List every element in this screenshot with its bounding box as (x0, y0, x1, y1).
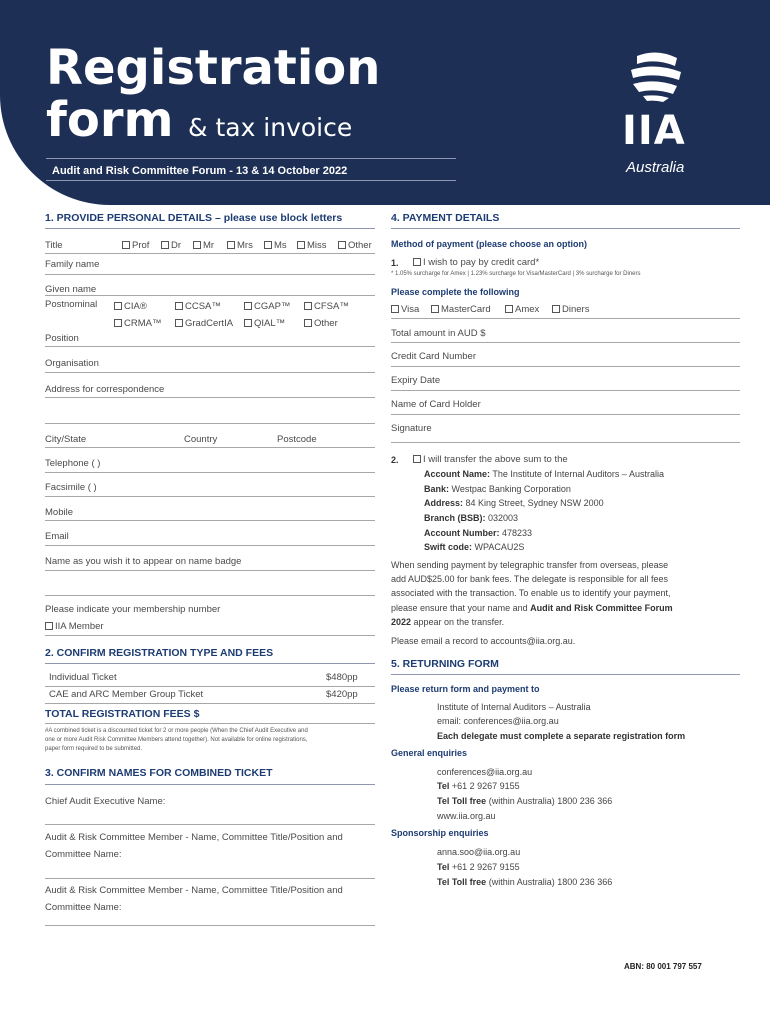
total-aud-field[interactable] (391, 342, 740, 343)
return-email: email: conferences@iia.org.au (437, 716, 559, 726)
position-label: Position (45, 333, 79, 344)
general-enquiries-heading: General enquiries (391, 748, 468, 758)
city-country-postcode-field[interactable] (45, 447, 375, 448)
complete-following-label: Please complete the following (391, 287, 520, 297)
card-holder-field[interactable] (391, 414, 740, 415)
combined-note-line2: one or more Audit Risk Committee Members attend together). Not available for online registrations, (45, 737, 308, 743)
telephone-field[interactable] (45, 472, 375, 473)
bank-row: Bank: Westpac Banking Corporation (424, 484, 571, 494)
account-name-row: Account Name: The Institute of Internal Auditors – Australia (424, 469, 664, 479)
general-toll-free: Tel Toll free (within Australia) 1800 236 366 (437, 796, 613, 806)
section5-heading: 5. RETURNING FORM (391, 658, 499, 670)
badge-name-field[interactable] (45, 570, 375, 571)
member1-label: Audit & Risk Committee Member - Name, Committee Title/Position and (45, 832, 343, 843)
title-option-other[interactable]: Other (338, 240, 372, 251)
title-line1: Registration (46, 40, 381, 96)
given-name-label: Given name (45, 284, 97, 295)
card-diners[interactable]: Diners (552, 304, 589, 315)
sponsor-email[interactable]: anna.soo@iia.org.au (437, 847, 521, 857)
transfer-para-line2: add AUD$25.00 for bank fees. The delegate is responsible for all fees (391, 574, 669, 584)
title-option-prof[interactable]: Prof (122, 240, 149, 251)
telephone-label: Telephone ( ) (45, 458, 101, 469)
option1-number: 1. (391, 258, 399, 268)
facsimile-label: Facsimile ( ) (45, 482, 97, 493)
title-option-miss[interactable]: Miss (297, 240, 327, 251)
organisation-field[interactable] (45, 372, 375, 373)
signature-label: Signature (391, 423, 432, 434)
section4-heading: 4. PAYMENT DETAILS (391, 212, 500, 224)
option2-number: 2. (391, 455, 399, 465)
postnominal-qial[interactable]: QIAL™ (244, 318, 285, 329)
transfer-para-line1: When sending payment by telegraphic transfer from overseas, please (391, 560, 669, 570)
return-heading: Please return form and payment to (391, 684, 540, 694)
address-field-line2[interactable] (45, 423, 375, 424)
postnominal-other[interactable]: Other (304, 318, 338, 329)
address-field[interactable] (45, 397, 375, 398)
credit-card-option[interactable]: I wish to pay by credit card* (413, 257, 539, 268)
sponsor-tel: Tel +61 2 9267 9155 (437, 862, 520, 872)
postnominal-gradcertia[interactable]: GradCertIA (175, 318, 233, 329)
mobile-field[interactable] (45, 520, 375, 521)
sponsorship-heading: Sponsorship enquiries (391, 828, 489, 838)
expiry-field[interactable] (391, 390, 740, 391)
postnominal-ccsa[interactable]: CCSA™ (175, 301, 221, 312)
swift-row: Swift code: WPACAU2S (424, 542, 525, 552)
cae-name-field[interactable] (45, 824, 375, 825)
logo-text: IIA (622, 108, 686, 154)
signature-field[interactable] (391, 442, 740, 443)
position-field[interactable] (45, 346, 375, 347)
postnominal-label: Postnominal (45, 299, 98, 310)
surcharge-note: * 1.05% surcharge for Amex | 1.23% surcharge for Visa/MasterCard | 3% surcharge for Diners (391, 271, 641, 277)
transfer-para-line5: 2022 appear on the transfer. (391, 617, 505, 627)
transfer-para-line4: please ensure that your name and Audit and Risk Committee Forum (391, 603, 673, 613)
bank-transfer-option[interactable]: I will transfer the above sum to the (413, 454, 568, 465)
family-name-field[interactable] (45, 274, 375, 275)
total-fees-field[interactable] (45, 723, 375, 724)
card-holder-label: Name of Card Holder (391, 399, 481, 410)
card-mastercard[interactable]: MasterCard (431, 304, 491, 315)
section1-heading: 1. PROVIDE PERSONAL DETAILS – please use block letters (45, 212, 343, 224)
badge-name-field-line2[interactable] (45, 595, 375, 596)
member1-label-cont: Committee Name: (45, 849, 122, 860)
member1-field[interactable] (45, 878, 375, 879)
combined-note-line1: #A combined ticket is a discounted ticket for 2 or more people (When the Chief Audit Executive and (45, 728, 308, 734)
title-option-mr[interactable]: Mr (193, 240, 214, 251)
abn: ABN: 80 001 797 557 (624, 962, 702, 971)
total-fees-label: TOTAL REGISTRATION FEES $ (45, 708, 200, 720)
each-delegate-note: Each delegate must complete a separate registration form (437, 731, 686, 741)
member2-label-cont: Committee Name: (45, 902, 122, 913)
sponsor-toll-free: Tel Toll free (within Australia) 1800 236 366 (437, 877, 613, 887)
title-option-dr[interactable]: Dr (161, 240, 181, 251)
card-number-label: Credit Card Number (391, 351, 476, 362)
title-label: Title (45, 240, 63, 251)
section2-heading: 2. CONFIRM REGISTRATION TYPE AND FEES (45, 647, 274, 659)
card-visa[interactable]: Visa (391, 304, 419, 315)
email-record-note: Please email a record to accounts@iia.org.au. (391, 636, 576, 646)
general-tel: Tel +61 2 9267 9155 (437, 781, 520, 791)
postnominal-cia[interactable]: CIA® (114, 301, 147, 312)
total-aud-label: Total amount in AUD $ (391, 328, 486, 339)
given-name-field[interactable] (45, 295, 375, 296)
account-number-row: Account Number: 478233 (424, 528, 533, 538)
title-suffix: & tax invoice (188, 113, 353, 142)
branch-row: Branch (BSB): 032003 (424, 513, 519, 523)
postnominal-crma[interactable]: CRMA™ (114, 318, 161, 329)
payment-method-label: Method of payment (please choose an option) (391, 239, 588, 249)
event-title: Audit and Risk Committee Forum - 13 & 14 October 2022 (52, 165, 348, 177)
title-line2: form (46, 92, 174, 148)
general-email[interactable]: conferences@iia.org.au (437, 767, 533, 777)
postnominal-cfsa[interactable]: CFSA™ (304, 301, 349, 312)
fee-individual-price: $480pp (326, 672, 358, 683)
fee-group-label: CAE and ARC Member Group Ticket (49, 689, 204, 700)
email-label: Email (45, 531, 69, 542)
return-institute: Institute of Internal Auditors – Australia (437, 702, 591, 712)
transfer-para-line3: associated with the transaction. To enable us to identify your payment, (391, 588, 671, 598)
facsimile-field[interactable] (45, 496, 375, 497)
general-web[interactable]: www.iia.org.au (437, 811, 496, 821)
card-number-field[interactable] (391, 366, 740, 367)
expiry-label: Expiry Date (391, 375, 441, 386)
iia-globe-logo-icon (627, 50, 685, 102)
city-label: City/State (45, 434, 87, 445)
fee-group-price: $420pp (326, 689, 358, 700)
member2-field[interactable] (45, 925, 375, 926)
section3-heading: 3. CONFIRM NAMES FOR COMBINED TICKET (45, 767, 273, 779)
membership-number-label: Please indicate your membership number (45, 604, 221, 615)
cae-name-label: Chief Audit Executive Name: (45, 796, 166, 807)
membership-number-field[interactable] (45, 635, 375, 636)
address-row: Address: 84 King Street, Sydney NSW 2000 (424, 498, 604, 508)
fee-individual-label: Individual Ticket (49, 672, 117, 683)
family-name-label: Family name (45, 259, 100, 270)
logo-sub: Australia (626, 159, 685, 176)
postcode-label: Postcode (277, 434, 317, 445)
card-amex[interactable]: Amex (505, 304, 539, 315)
postnominal-cgap[interactable]: CGAP™ (244, 301, 290, 312)
organisation-label: Organisation (45, 358, 99, 369)
badge-name-label: Name as you wish it to appear on name badge (45, 556, 242, 567)
address-label: Address for correspondence (45, 384, 165, 395)
title-option-ms[interactable]: Ms (264, 240, 287, 251)
mobile-label: Mobile (45, 507, 73, 518)
iia-member-checkbox[interactable]: IIA Member (45, 621, 104, 632)
combined-note-line3: paper form required to be submitted. (45, 746, 143, 752)
member2-label: Audit & Risk Committee Member - Name, Committee Title/Position and (45, 885, 343, 896)
email-field[interactable] (45, 545, 375, 546)
title-option-mrs[interactable]: Mrs (227, 240, 253, 251)
country-label: Country (184, 434, 218, 445)
